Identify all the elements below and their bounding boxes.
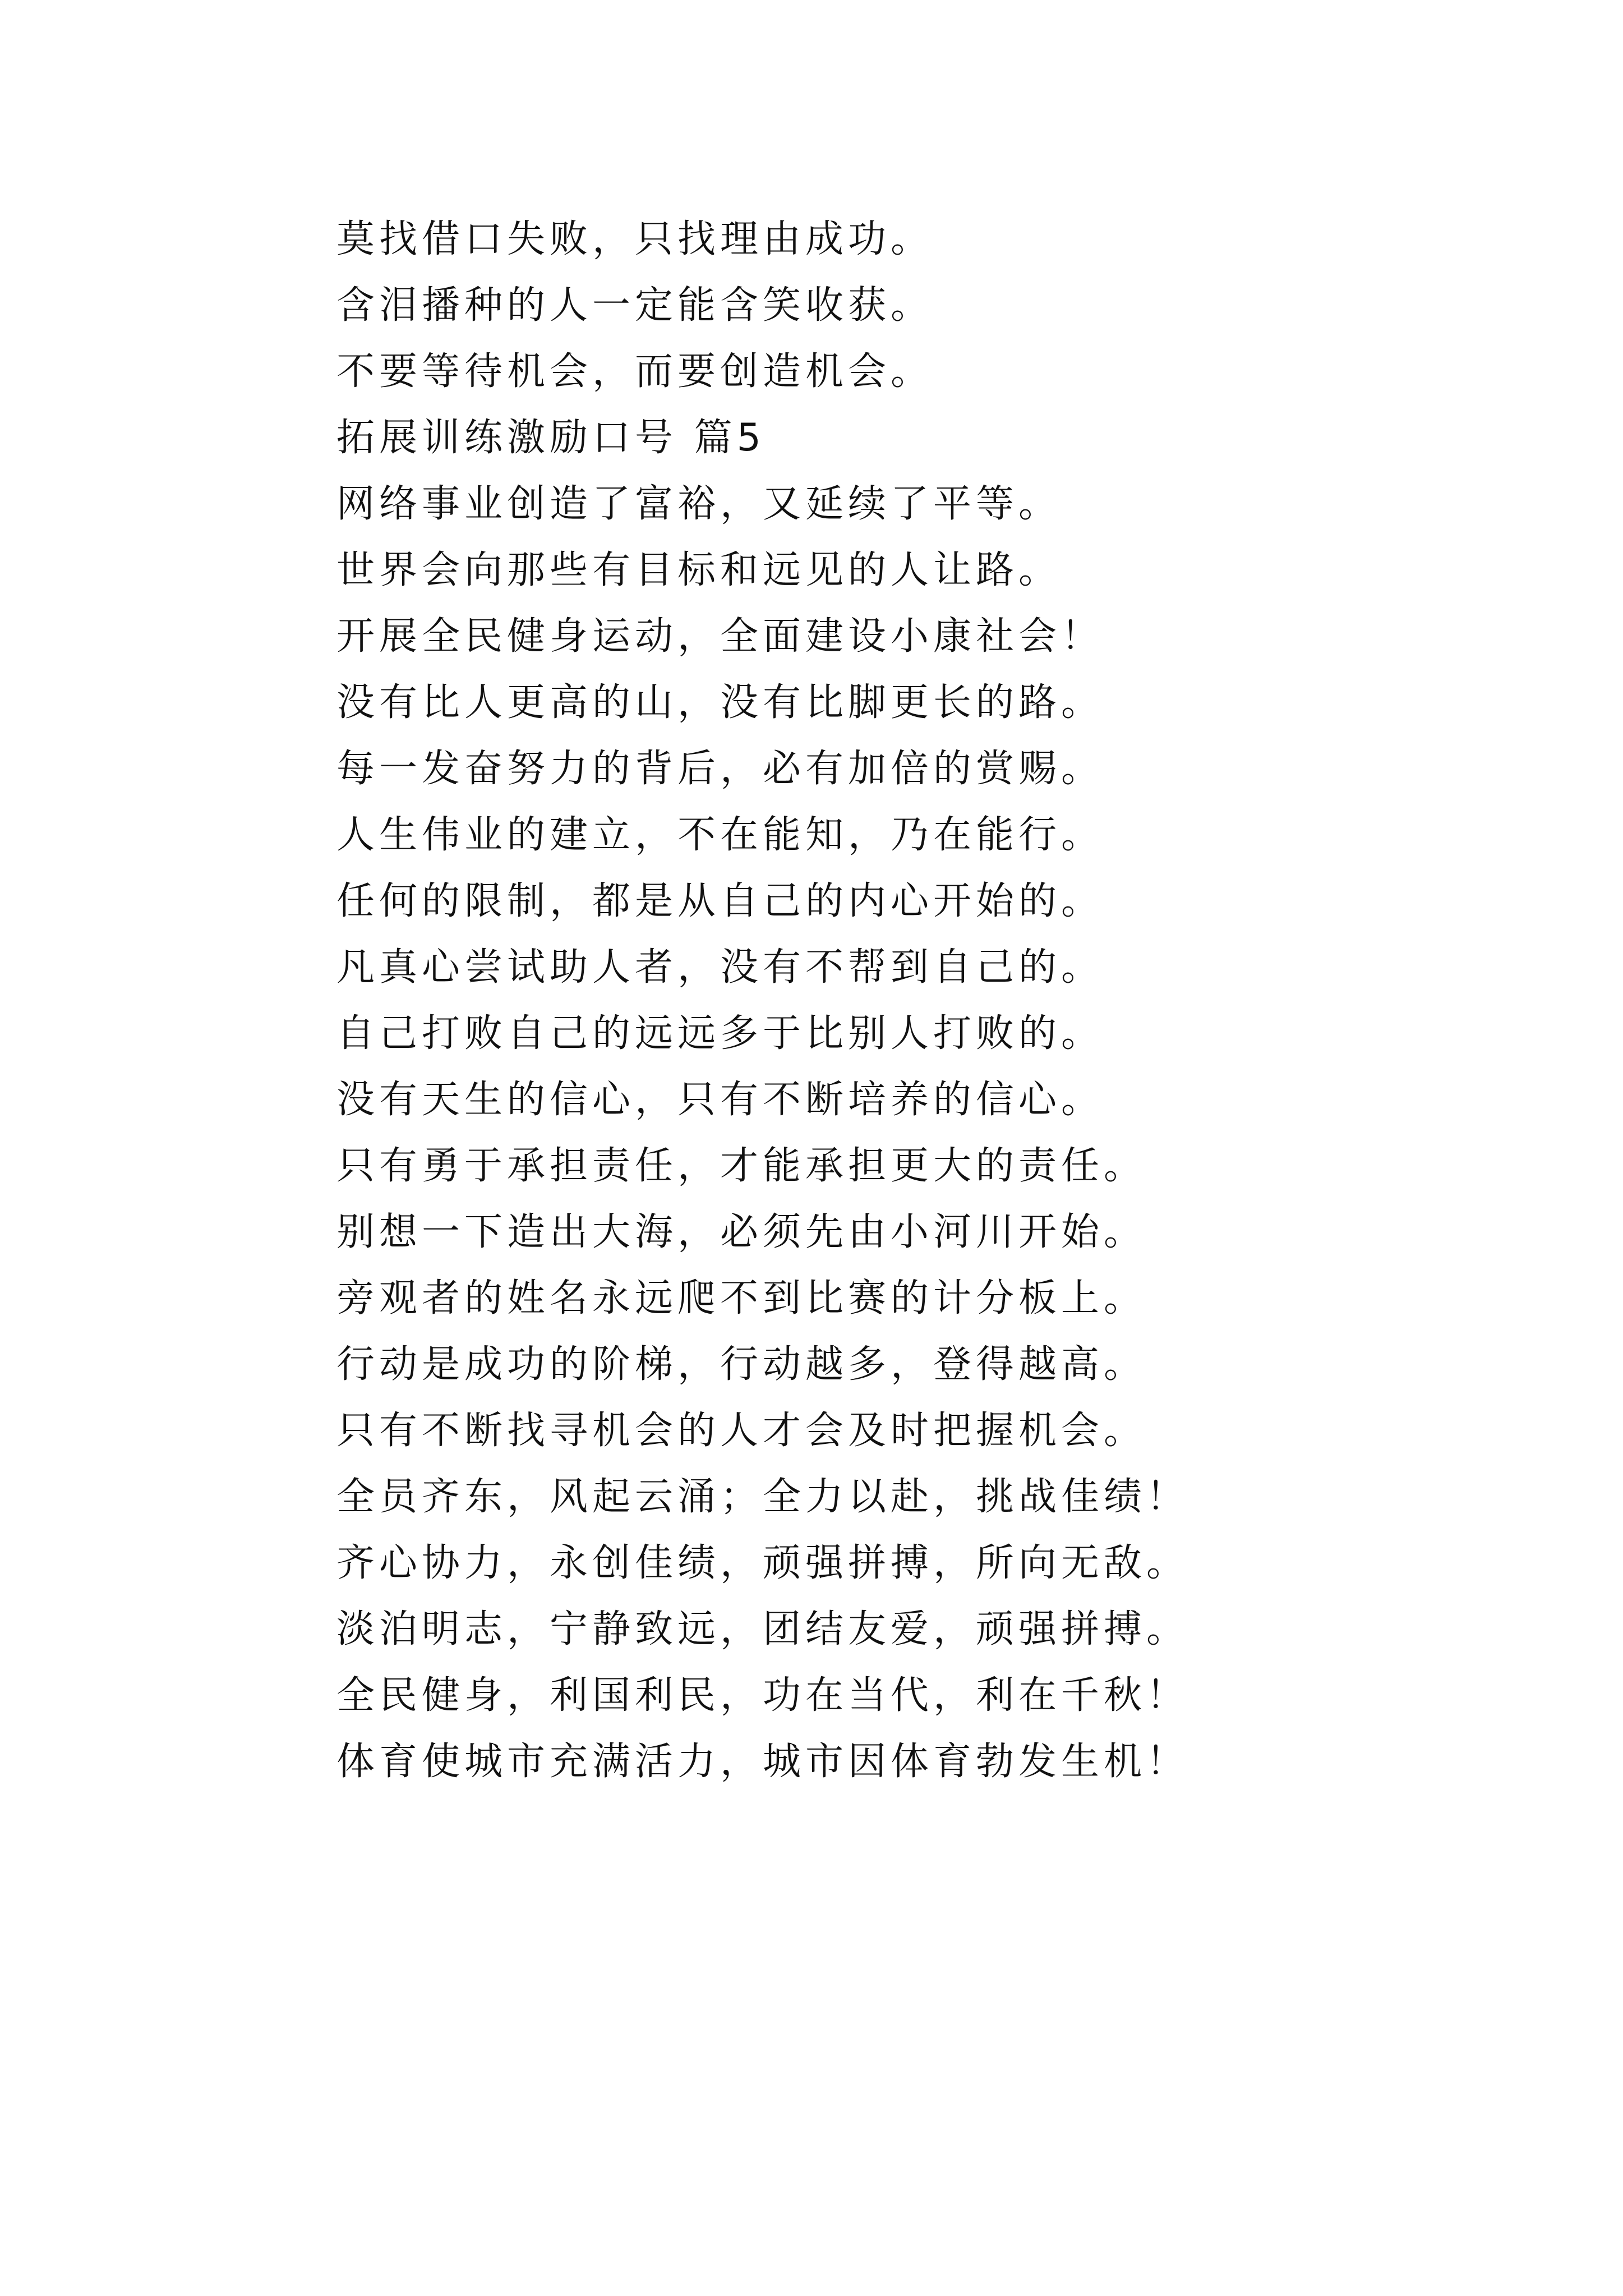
text-line: 任何的限制，都是从自己的内心开始的。 [336,879,1104,923]
text-line: 世界会向那些有目标和远见的人让路。 [336,548,1062,592]
text-line: 没有比人更高的山，没有比脚更长的路。 [336,680,1104,725]
document-body [336,206,1570,1795]
text-line: 每一发奋努力的背后，必有加倍的赏赐。 [336,747,1104,791]
text-line: 莫找借口失败，只找理由成功。 [336,217,934,261]
text-line: 人生伟业的建立，不在能知，乃在能行。 [336,813,1104,857]
text-line: 只有不断找寻机会的人才会及时把握机会。 [336,1409,1147,1453]
text-line: 只有勇于承担责任，才能承担更大的责任。 [336,1144,1147,1188]
text-line: 全员齐东，风起云涌；全力以赴，挑战佳绩！ [336,1475,1189,1519]
text-line: 齐心协力，永创佳绩，顽强拼搏，所向无敌。 [336,1541,1189,1585]
text-line: 别想一下造出大海，必须先由小河川开始。 [336,1210,1147,1254]
text-line: 含泪播种的人一定能含笑收获。 [336,283,934,328]
text-line: 自己打败自己的远远多于比别人打败的。 [336,1011,1104,1056]
text-line: 淡泊明志，宁静致远，团结友爱，顽强拼搏。 [336,1607,1189,1651]
text-line: 没有天生的信心，只有不断培养的信心。 [336,1078,1104,1122]
text-line: 体育使城市充满活力，城市因体育勃发生机！ [336,1740,1189,1784]
text-line: 行动是成功的阶梯，行动越多，登得越高。 [336,1342,1147,1387]
text-line: 旁观者的姓名永远爬不到比赛的计分板上。 [336,1276,1147,1320]
text-line: 全民健身，利国利民，功在当代，利在千秋！ [336,1673,1189,1718]
text-line: 网络事业创造了富裕，又延续了平等。 [336,482,1062,526]
text-line: 凡真心尝试助人者，没有不帮到自己的。 [336,945,1104,990]
section-heading: 拓展训练激励口号 篇5 [336,416,766,460]
text-line: 开展全民健身运动，全面建设小康社会！ [336,614,1104,659]
text-line: 不要等待机会，而要创造机会。 [336,349,934,394]
